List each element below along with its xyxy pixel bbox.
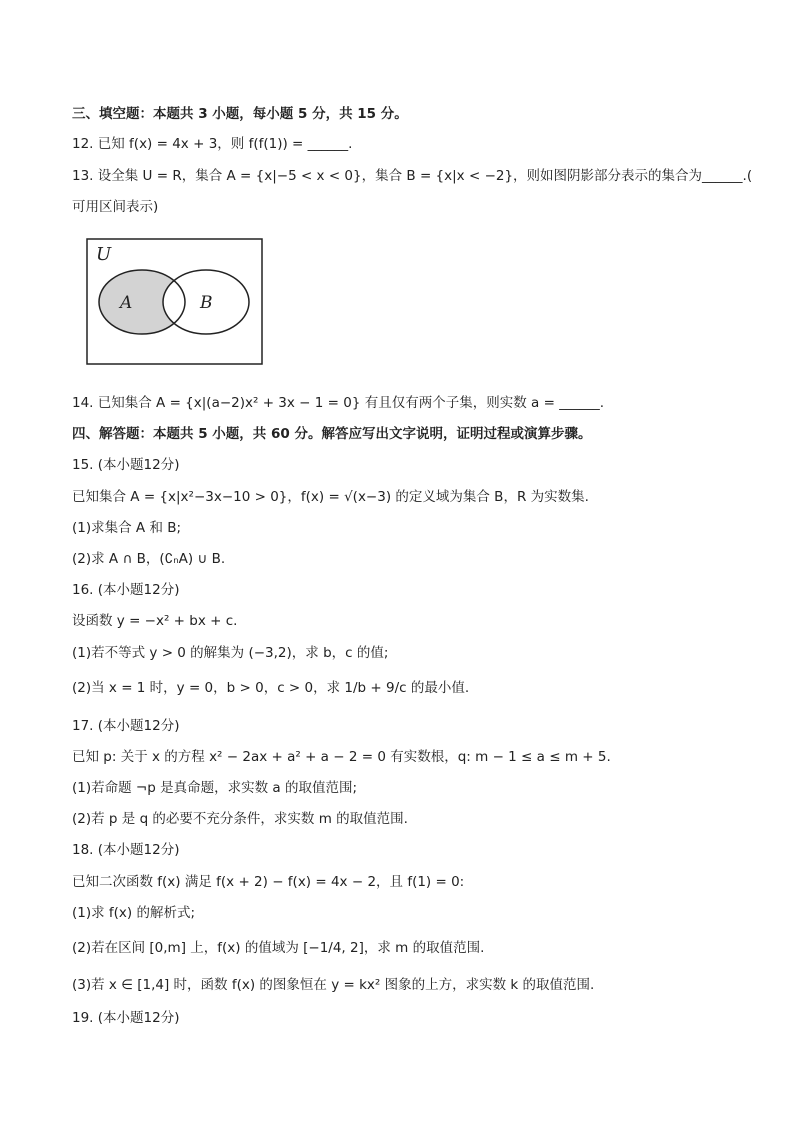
question-14: 14. 已知集合 A = {x|(a−2)x² + 3x − 1 = 0} 有且仅有两个子集，则实数 a = ______. <box>72 395 604 411</box>
section-three-heading: 三、填空题：本题共 3 小题，每小题 5 分，共 15 分。 <box>72 106 408 122</box>
question-13-line-1: 13. 设全集 U = R，集合 A = {x|−5 < x < 0}，集合 B = {x|x < −2}，则如图阴影部分表示的集合为______.( <box>72 168 753 184</box>
question-15-part-2: (2)求 A ∩ B，(∁ₙA) ∪ B. <box>72 551 226 567</box>
venn-label-b: B <box>200 293 213 313</box>
question-18-stem: 已知二次函数 f(x) 满足 f(x + 2) − f(x) = 4x − 2，且 f(1) = 0: <box>72 874 465 890</box>
section-four-heading: 四、解答题：本题共 5 小题，共 60 分。解答应写出文字说明，证明过程或演算步骤。 <box>72 426 592 442</box>
question-15-stem: 已知集合 A = {x|x²−3x−10 > 0}，f(x) = √(x−3) 的定义域为集合 B，R 为实数集. <box>72 489 589 505</box>
question-16-part-2: (2)当 x = 1 时，y = 0，b > 0，c > 0，求 1/b + 9/c 的最小值. <box>72 680 470 696</box>
question-18-part-2: (2)若在区间 [0,m] 上，f(x) 的值域为 [−1/4, 2]，求 m 的取值范围. <box>72 940 485 956</box>
venn-diagram <box>86 238 264 366</box>
venn-label-a: A <box>120 293 133 313</box>
question-16-header: 16. (本小题12分) <box>72 582 180 598</box>
question-18-part-1: (1)求 f(x) 的解析式; <box>72 905 196 921</box>
venn-label-u: U <box>96 244 112 265</box>
question-15-header: 15. (本小题12分) <box>72 457 180 473</box>
question-12: 12. 已知 f(x) = 4x + 3，则 f(f(1)) = ______. <box>72 136 353 152</box>
question-19-header: 19. (本小题12分) <box>72 1010 180 1026</box>
question-16-stem: 设函数 y = −x² + bx + c. <box>72 613 238 629</box>
question-18-part-3: (3)若 x ∈ [1,4] 时，函数 f(x) 的图象恒在 y = kx² 图象的上方，求实数 k 的取值范围. <box>72 977 595 993</box>
question-15-part-1: (1)求集合 A 和 B; <box>72 520 182 536</box>
question-17-header: 17. (本小题12分) <box>72 718 180 734</box>
question-17-part-2: (2)若 p 是 q 的必要不充分条件，求实数 m 的取值范围. <box>72 811 408 827</box>
question-17-part-1: (1)若命题 ¬p 是真命题，求实数 a 的取值范围; <box>72 780 357 796</box>
question-17-stem: 已知 p: 关于 x 的方程 x² − 2ax + a² + a − 2 = 0 有实数根，q: m − 1 ≤ a ≤ m + 5. <box>72 749 611 765</box>
question-18-header: 18. (本小题12分) <box>72 842 180 858</box>
question-13-line-2: 可用区间表示) <box>72 199 159 215</box>
question-16-part-1: (1)若不等式 y > 0 的解集为 (−3,2)，求 b，c 的值; <box>72 645 389 661</box>
